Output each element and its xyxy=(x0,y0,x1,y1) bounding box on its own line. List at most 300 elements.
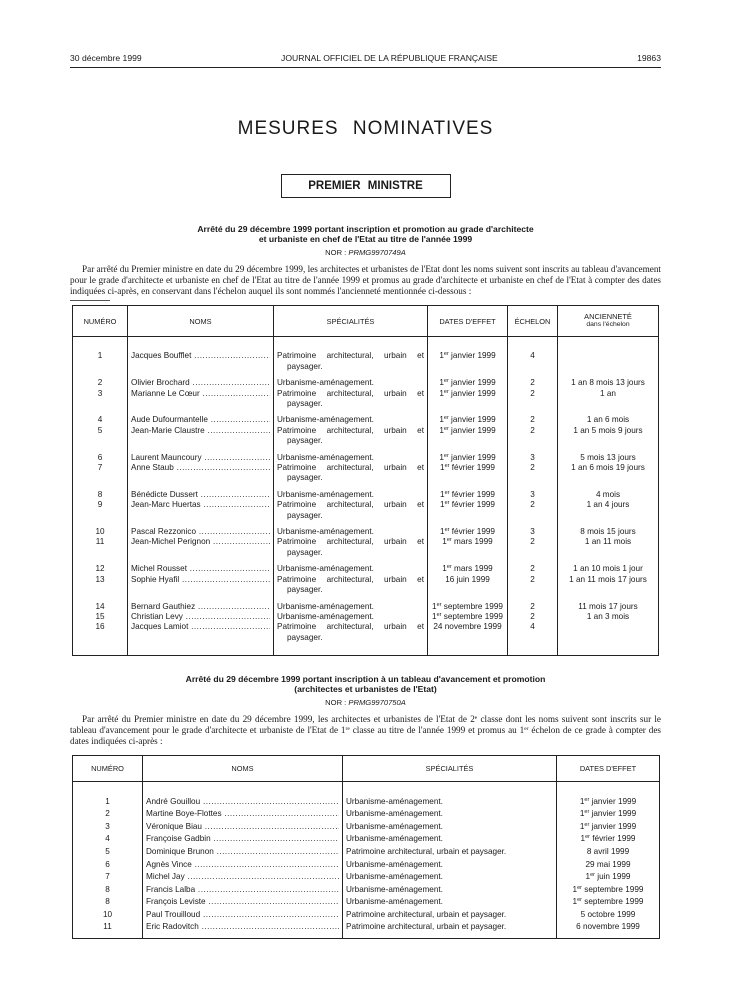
row-specialite xyxy=(274,463,428,490)
specialite-line2: paysager. xyxy=(287,361,323,371)
date-day: 1 xyxy=(439,388,444,398)
date-ordinal: er xyxy=(446,537,452,544)
table-row xyxy=(73,884,660,897)
table-row xyxy=(73,426,659,453)
row-date xyxy=(557,884,660,897)
date-rest: janvier 1999 xyxy=(448,452,496,462)
row-name: Bénédicte Dussert ..... xyxy=(131,490,270,500)
row-name-cell xyxy=(128,490,274,500)
table-header-row xyxy=(73,306,659,337)
date-ordinal: er xyxy=(443,452,449,459)
row-date xyxy=(557,921,660,934)
row-echelon: 2 xyxy=(508,612,558,622)
row-echelon: 2 xyxy=(508,602,558,612)
date-rest: 29 mai 1999 xyxy=(585,859,631,869)
row-specialite: Urbanisme-aménagement. xyxy=(343,896,557,909)
date-rest: 24 novembre 1999 xyxy=(433,622,502,632)
row-name-cell xyxy=(143,884,343,897)
nor-code: PRMG9970750A xyxy=(348,698,406,708)
arrete1-title-line2: et urbaniste en chef de l'Etat au titre de l'année 1999 xyxy=(258,234,473,244)
specialite-line2: paysager. xyxy=(287,510,323,520)
date-ordinal: er xyxy=(436,601,442,608)
row-number: 10 xyxy=(73,909,143,922)
row-echelon: 2 xyxy=(508,426,558,453)
date-day: 1 xyxy=(579,809,585,819)
paragraph-text: classe dont les noms suivent sont inscrits sur le tableau d'avancement pour le grade d'architecte et urbaniste de l'Etat de 1 xyxy=(70,714,661,735)
table-row xyxy=(73,921,660,934)
row-name: Véronique Biau ..... xyxy=(146,821,339,834)
table-row xyxy=(73,859,660,872)
paragraph-sup: e xyxy=(474,715,478,722)
paragraph-text: classe au titre de l'année 1999 et promus au 1 xyxy=(349,724,525,735)
header-anciennete-main: ANCIENNETÉ xyxy=(584,312,632,322)
row-echelon: 2 xyxy=(508,463,558,490)
row-number: 16 xyxy=(73,622,128,649)
row-number: 4 xyxy=(73,833,143,846)
row-name-cell xyxy=(128,378,274,388)
specialite-line2: paysager. xyxy=(287,436,323,446)
row-name: Jean-Marc Huertas ..... xyxy=(131,500,270,510)
arrete1-table xyxy=(72,305,659,656)
row-echelon: 4 xyxy=(508,622,558,649)
specialite-line1: Patrimoine architectural, urbain et xyxy=(277,463,424,473)
row-name-cell xyxy=(128,415,274,425)
header-noms: NOMS xyxy=(143,755,343,781)
row-name-cell xyxy=(128,351,274,378)
date-day: 1 xyxy=(439,351,444,361)
row-date xyxy=(428,351,508,378)
row-number: 7 xyxy=(73,463,128,490)
date-rest: 8 avril 1999 xyxy=(586,846,630,856)
header-dates: DATES D'EFFET xyxy=(428,306,508,337)
row-date xyxy=(428,622,508,649)
table-row xyxy=(73,537,659,564)
row-name-cell xyxy=(143,921,343,934)
date-ordinal: er xyxy=(590,872,595,879)
row-name-cell xyxy=(143,833,343,846)
date-ordinal: er xyxy=(443,351,449,358)
row-specialite xyxy=(274,612,428,622)
row-date xyxy=(557,871,660,884)
specialite-line1: Patrimoine architectural, urbain et xyxy=(277,622,424,632)
date-rest: 5 octobre 1999 xyxy=(580,909,636,919)
row-specialite: Patrimoine architectural, urbain et paysager. xyxy=(343,921,557,934)
date-ordinal: er xyxy=(584,796,590,803)
row-specialite xyxy=(274,415,428,425)
row-name-cell xyxy=(143,909,343,922)
row-name-cell xyxy=(128,622,274,649)
row-name-cell xyxy=(128,612,274,622)
date-rest: janvier 1999 xyxy=(448,351,496,361)
row-specialite: Urbanisme-aménagement. xyxy=(343,821,557,834)
row-specialite xyxy=(274,389,428,416)
row-echelon: 2 xyxy=(508,564,558,574)
row-date xyxy=(557,896,660,909)
table-row xyxy=(73,612,659,622)
row-specialite xyxy=(274,575,428,602)
date-ordinal: er xyxy=(584,821,590,828)
row-name-cell xyxy=(143,896,343,909)
table-row xyxy=(73,453,659,463)
row-echelon: 4 xyxy=(508,351,558,378)
row-date xyxy=(428,415,508,425)
row-number: 15 xyxy=(73,612,128,622)
row-specialite xyxy=(274,527,428,537)
row-echelon: 2 xyxy=(508,575,558,602)
date-day: 1 xyxy=(579,821,585,831)
row-date xyxy=(428,602,508,612)
row-date xyxy=(428,389,508,416)
row-anciennete: 1 an 5 mois 9 jours xyxy=(558,426,659,453)
date-day: 1 xyxy=(585,872,591,882)
row-name: Eric Radovitch ..... xyxy=(146,921,339,934)
row-specialite: Urbanisme-aménagement. xyxy=(343,884,557,897)
date-day: 1 xyxy=(440,500,445,510)
row-date xyxy=(428,500,508,527)
date-ordinal: er xyxy=(443,388,449,395)
date-day: 1 xyxy=(440,527,445,537)
date-day: 1 xyxy=(432,611,437,621)
header-specialites: SPÉCIALITÉS xyxy=(343,755,557,781)
row-anciennete: 8 mois 15 jours xyxy=(558,527,659,537)
table-row xyxy=(73,821,660,834)
date-day: 1 xyxy=(440,489,445,499)
row-specialite: Urbanisme-aménagement. xyxy=(343,859,557,872)
row-name: François Leviste ..... xyxy=(146,896,339,909)
row-echelon: 2 xyxy=(508,537,558,564)
row-date xyxy=(557,821,660,834)
specialite-line1: Urbanisme-aménagement. xyxy=(277,564,374,574)
row-anciennete: 1 an 6 mois xyxy=(558,415,659,425)
date-rest: février 1999 xyxy=(449,500,495,510)
date-ordinal: er xyxy=(443,415,449,422)
row-number: 11 xyxy=(73,537,128,564)
date-day: 1 xyxy=(439,452,444,462)
date-rest: septembre 1999 xyxy=(441,611,503,621)
date-day: 1 xyxy=(432,601,437,611)
ministry-box: PREMIER MINISTRE xyxy=(281,174,451,198)
table-row xyxy=(73,871,660,884)
date-rest: janvier 1999 xyxy=(589,821,637,831)
running-head xyxy=(70,52,661,64)
table-row xyxy=(73,622,659,649)
paragraph-sup: er xyxy=(524,725,529,732)
row-name: Martine Boye-Flottes ..... xyxy=(146,808,339,821)
row-number: 3 xyxy=(73,389,128,416)
specialite-line1: Urbanisme-aménagement. xyxy=(277,489,374,499)
date-rest: septembre 1999 xyxy=(582,897,644,907)
row-name: Jean-Michel Perignon ..... xyxy=(131,537,270,547)
table-row xyxy=(73,378,659,388)
date-ordinal: er xyxy=(444,500,450,507)
row-date xyxy=(557,808,660,821)
row-number: 6 xyxy=(73,859,143,872)
row-name-cell xyxy=(128,537,274,564)
row-name-cell xyxy=(128,389,274,416)
arrete1-section xyxy=(70,224,661,656)
row-name: Jacques Boufflet ..... xyxy=(131,351,270,361)
date-ordinal: er xyxy=(577,884,582,891)
row-number: 8 xyxy=(73,896,143,909)
table-row xyxy=(73,527,659,537)
arrete1-paragraph: Par arrêté du Premier ministre en date du 29 décembre 1999, les architectes et urbanistes de l'Etat dont les noms suivent sont inscrits au tableau d'avancement pour le grade d'architecte et urbaniste en chef de l'Etat au titre de l'année 1999 et promus au grade d'architecte et urbaniste en chef de l'Etat à compter des dates indiquées ci-après, en conservant dans l'échelon auquel ils sont nommés l'ancienneté mentionnée ci-dessous : xyxy=(70,264,661,296)
specialite-line2: paysager. xyxy=(287,632,323,642)
row-number: 14 xyxy=(73,602,128,612)
row-name: Marianne Le Cœur ..... xyxy=(131,389,270,399)
table-row xyxy=(73,796,660,809)
arrete1-title-line1: Arrêté du 29 décembre 1999 portant inscription et promotion au grade d'architecte xyxy=(197,224,534,234)
row-date xyxy=(557,833,660,846)
date-ordinal: er xyxy=(436,611,442,618)
date-ordinal: er xyxy=(584,809,590,816)
date-day: 1 xyxy=(442,537,447,547)
row-date xyxy=(428,453,508,463)
row-number: 5 xyxy=(73,426,128,453)
row-name-cell xyxy=(128,602,274,612)
date-day: 1 xyxy=(579,796,585,806)
header-anciennete xyxy=(558,306,659,337)
specialite-line1: Urbanisme-aménagement. xyxy=(277,601,374,611)
row-name: Agnès Vince ..... xyxy=(146,859,339,872)
header-noms: NOMS xyxy=(128,306,274,337)
paragraph-text: échelon de ce grade à compter des dates indiquées ci-après : xyxy=(70,724,661,746)
row-number: 6 xyxy=(73,453,128,463)
date-rest: juin 1999 xyxy=(594,872,631,882)
row-name: Michel Rousset ..... xyxy=(131,564,270,574)
row-name-cell xyxy=(143,808,343,821)
table-row xyxy=(73,602,659,612)
specialite-line1: Patrimoine architectural, urbain et xyxy=(277,425,424,435)
row-name: Dominique Brunon ..... xyxy=(146,846,339,859)
arrete2-table xyxy=(72,755,660,940)
table-row xyxy=(73,909,660,922)
row-date xyxy=(557,859,660,872)
row-anciennete xyxy=(558,351,659,378)
row-name-cell xyxy=(143,821,343,834)
specialite-line2: paysager. xyxy=(287,399,323,409)
row-specialite xyxy=(274,351,428,378)
row-anciennete xyxy=(558,622,659,649)
specialite-line1: Urbanisme-aménagement. xyxy=(277,378,374,388)
row-echelon: 2 xyxy=(508,500,558,527)
date-rest: janvier 1999 xyxy=(448,388,496,398)
row-name-cell xyxy=(143,871,343,884)
row-anciennete: 1 an 6 mois 19 jours xyxy=(558,463,659,490)
date-ordinal: er xyxy=(585,834,590,841)
row-date xyxy=(428,490,508,500)
date-rest: mars 1999 xyxy=(451,537,493,547)
specialite-line2: paysager. xyxy=(287,473,323,483)
row-date xyxy=(557,909,660,922)
row-anciennete: 1 an xyxy=(558,389,659,416)
row-specialite: Patrimoine architectural, urbain et paysager. xyxy=(343,846,557,859)
date-ordinal: er xyxy=(443,378,449,385)
row-name: Jean-Marie Claustre ..... xyxy=(131,426,270,436)
arrete2-table-body xyxy=(73,781,660,939)
row-specialite: Patrimoine architectural, urbain et paysager. xyxy=(343,909,557,922)
row-specialite xyxy=(274,378,428,388)
date-rest: janvier 1999 xyxy=(589,809,637,819)
row-number: 12 xyxy=(73,564,128,574)
date-rest: février 1999 xyxy=(449,463,495,473)
row-date xyxy=(428,537,508,564)
row-echelon: 3 xyxy=(508,490,558,500)
date-rest: février 1999 xyxy=(449,489,495,499)
date-rest: septembre 1999 xyxy=(441,601,503,611)
row-name-cell xyxy=(143,859,343,872)
row-number: 2 xyxy=(73,378,128,388)
nor-code: PRMG9970749A xyxy=(348,248,406,257)
row-name-cell xyxy=(128,564,274,574)
row-name-cell xyxy=(128,463,274,490)
row-specialite: Urbanisme-aménagement. xyxy=(343,833,557,846)
row-anciennete: 1 an 11 mois 17 jours xyxy=(558,575,659,602)
arrete1-nor xyxy=(70,248,661,258)
row-name: Laurent Mauncoury ..... xyxy=(131,453,270,463)
row-number: 3 xyxy=(73,821,143,834)
date-day: 1 xyxy=(440,463,445,473)
row-date xyxy=(428,426,508,453)
row-specialite xyxy=(274,537,428,564)
specialite-line2: paysager. xyxy=(287,547,323,557)
row-name: Françoise Gadbin ..... xyxy=(146,833,339,846)
date-rest: 16 juin 1999 xyxy=(445,574,490,584)
row-number: 5 xyxy=(73,846,143,859)
date-ordinal: er xyxy=(444,463,450,470)
table-row xyxy=(73,500,659,527)
row-date xyxy=(428,612,508,622)
specialite-line1: Patrimoine architectural, urbain et xyxy=(277,537,424,547)
row-name: Bernard Gauthiez ..... xyxy=(131,602,270,612)
ministry-box-wrap xyxy=(70,174,661,198)
row-specialite xyxy=(274,453,428,463)
row-name-cell xyxy=(128,453,274,463)
row-name-cell xyxy=(128,500,274,527)
row-number: 9 xyxy=(73,500,128,527)
table-row xyxy=(73,808,660,821)
header-echelon: ÉCHELON xyxy=(508,306,558,337)
row-date xyxy=(428,463,508,490)
row-name-cell xyxy=(143,846,343,859)
row-number: 11 xyxy=(73,921,143,934)
specialite-line1: Patrimoine architectural, urbain et xyxy=(277,500,424,510)
specialite-line1: Urbanisme-aménagement. xyxy=(277,527,374,537)
header-anciennete-sub: dans l'échelon xyxy=(586,321,630,329)
row-name-cell xyxy=(143,796,343,809)
row-anciennete: 11 mois 17 jours xyxy=(558,602,659,612)
row-anciennete: 5 mois 13 jours xyxy=(558,453,659,463)
specialite-line1: Urbanisme-aménagement. xyxy=(277,452,374,462)
nor-label: NOR : xyxy=(325,248,347,257)
date-rest: janvier 1999 xyxy=(448,378,496,388)
row-specialite xyxy=(274,490,428,500)
date-rest: janvier 1999 xyxy=(448,425,496,435)
paragraph-sup: re xyxy=(345,725,350,732)
nor-label: NOR : xyxy=(325,698,347,708)
row-number: 8 xyxy=(73,490,128,500)
date-ordinal: er xyxy=(577,897,582,904)
section-title: MESURES NOMINATIVES xyxy=(237,118,494,139)
row-specialite xyxy=(274,602,428,612)
arrete2-title-line2: (architectes et urbanistes de l'Etat) xyxy=(294,684,437,695)
table-row xyxy=(73,575,659,602)
date-ordinal: er xyxy=(444,527,450,534)
date-day: 1 xyxy=(439,415,444,425)
row-date xyxy=(428,564,508,574)
arrete2-paragraph xyxy=(70,714,661,746)
row-number: 1 xyxy=(73,796,143,809)
table-row xyxy=(73,833,660,846)
row-anciennete: 1 an 4 jours xyxy=(558,500,659,527)
table-row xyxy=(73,896,660,909)
row-number: 8 xyxy=(73,884,143,897)
row-name: Paul Trouilloud ..... xyxy=(146,909,339,922)
row-name-cell xyxy=(128,575,274,602)
row-number: 1 xyxy=(73,351,128,378)
row-anciennete: 1 an 11 mois xyxy=(558,537,659,564)
row-specialite xyxy=(274,426,428,453)
row-number: 13 xyxy=(73,575,128,602)
date-rest: janvier 1999 xyxy=(448,415,496,425)
date-day: 1 xyxy=(572,884,578,894)
row-specialite xyxy=(274,622,428,649)
journal-page xyxy=(70,0,661,939)
specialite-line2: paysager. xyxy=(287,585,323,595)
row-anciennete: 1 an 3 mois xyxy=(558,612,659,622)
page-number: 19863 xyxy=(637,53,661,63)
header-rule xyxy=(70,67,661,68)
row-echelon: 2 xyxy=(508,389,558,416)
date-rest: 6 novembre 1999 xyxy=(576,922,640,932)
row-echelon: 2 xyxy=(508,415,558,425)
arrete2-title-line1: Arrêté du 29 décembre 1999 portant inscription à un tableau d'avancement et promotion xyxy=(185,674,546,685)
arrete1-title xyxy=(70,224,661,244)
row-name: Jacques Lamiot ..... xyxy=(131,622,270,632)
row-date xyxy=(557,796,660,809)
date-ordinal: er xyxy=(443,425,449,432)
date-day: 1 xyxy=(442,564,447,574)
row-name: André Gouillou ..... xyxy=(146,796,339,809)
arrete2-section xyxy=(70,674,661,939)
header-numero: NUMÉRO xyxy=(73,306,128,337)
table-row xyxy=(73,415,659,425)
row-name: Francis Lalba ..... xyxy=(146,884,339,897)
table-row xyxy=(73,389,659,416)
row-name: Christian Levy ..... xyxy=(131,612,270,622)
row-name: Sophie Hyafil ..... xyxy=(131,575,270,585)
table-row xyxy=(73,463,659,490)
row-name: Pascal Rezzonico ..... xyxy=(131,527,270,537)
row-specialite xyxy=(274,500,428,527)
row-name: Michel Jay ..... xyxy=(146,871,339,884)
row-name: Anne Staub ..... xyxy=(131,463,270,473)
arrete1-table-body xyxy=(73,337,659,656)
date-ordinal: er xyxy=(444,489,450,496)
row-echelon: 3 xyxy=(508,453,558,463)
row-number: 4 xyxy=(73,415,128,425)
row-number: 7 xyxy=(73,871,143,884)
specialite-line1: Patrimoine architectural, urbain et xyxy=(277,388,424,398)
row-anciennete: 4 mois xyxy=(558,490,659,500)
row-date xyxy=(428,575,508,602)
arrete2-title xyxy=(70,674,661,694)
specialite-line1: Urbanisme-aménagement. xyxy=(277,611,374,621)
row-specialite: Urbanisme-aménagement. xyxy=(343,871,557,884)
row-number: 10 xyxy=(73,527,128,537)
date-day: 1 xyxy=(572,897,578,907)
date-rest: février 1999 xyxy=(449,527,495,537)
specialite-line1: Patrimoine architectural, urbain et xyxy=(277,574,424,584)
